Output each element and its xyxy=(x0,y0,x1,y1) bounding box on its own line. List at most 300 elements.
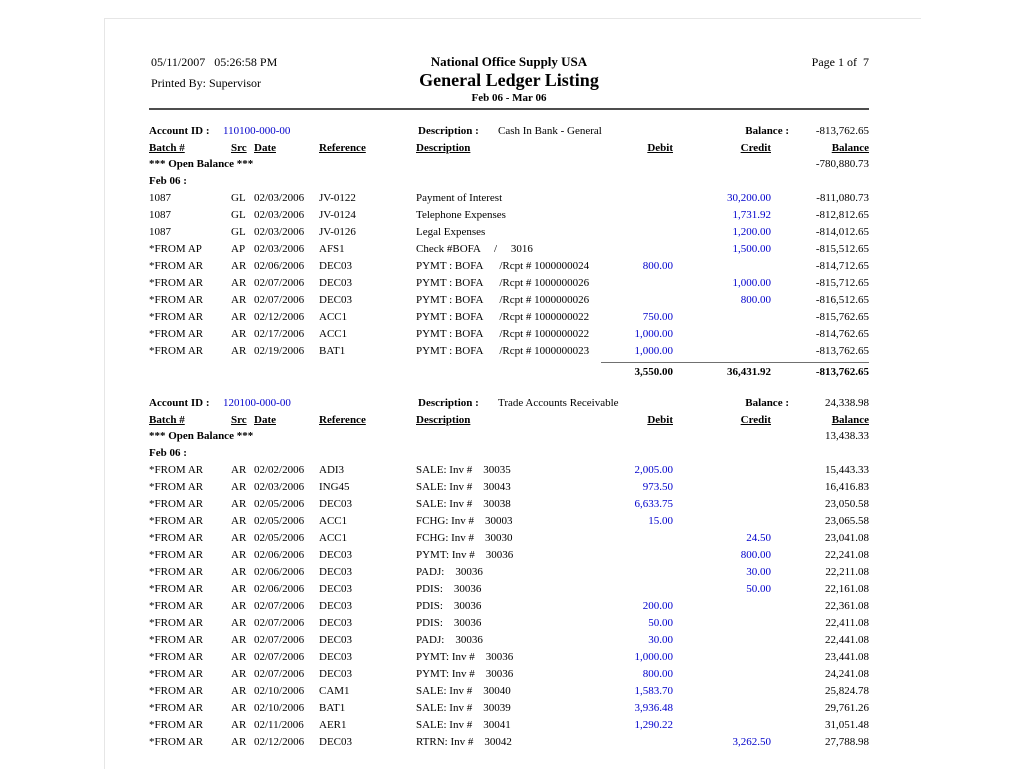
open-balance-label: *** Open Balance *** xyxy=(149,430,254,442)
src-cell: AR xyxy=(231,260,247,272)
ledger-row xyxy=(149,309,869,326)
credit-cell[interactable]: 1,200.00 xyxy=(732,226,771,238)
general-ledger-report xyxy=(149,53,869,751)
credit-cell[interactable]: 30.00 xyxy=(746,566,771,578)
ledger-row xyxy=(149,632,869,649)
debit-cell[interactable]: 1,000.00 xyxy=(634,345,673,357)
balance-cell: 15,443.33 xyxy=(825,464,869,476)
balance-cell: 22,361.08 xyxy=(825,600,869,612)
date-cell: 02/05/2006 xyxy=(254,498,305,510)
description-cell: PYMT: Inv # 30036 xyxy=(416,668,514,680)
header-rule xyxy=(149,108,869,110)
date-cell: 02/07/2006 xyxy=(254,617,305,629)
account-id-label: Account ID : xyxy=(149,125,210,137)
column-header-reference: Reference xyxy=(319,414,366,426)
src-cell: AR xyxy=(231,277,247,289)
column-header-description: Description xyxy=(416,414,471,426)
src-cell: AR xyxy=(231,345,247,357)
credit-cell xyxy=(673,649,771,666)
src-cell: AR xyxy=(231,532,247,544)
reference-cell: ACC1 xyxy=(319,515,348,527)
balance-cell: -814,762.65 xyxy=(815,328,869,340)
ledger-row xyxy=(149,258,869,275)
column-header-date: Date xyxy=(254,414,276,426)
date-cell: 02/07/2006 xyxy=(254,634,305,646)
debit-cell xyxy=(601,547,673,564)
description-cell: RTRN: Inv # 30042 xyxy=(416,736,512,748)
ledger-row xyxy=(149,700,869,717)
reference-cell: DEC03 xyxy=(319,600,352,612)
printed-by: Printed By: Supervisor xyxy=(151,76,261,90)
batch-cell: *FROM AR xyxy=(149,736,204,748)
ledger-row xyxy=(149,717,869,734)
column-header-credit: Credit xyxy=(740,142,771,154)
batch-cell: *FROM AR xyxy=(149,260,204,272)
report-paper xyxy=(104,18,921,769)
ledger-row xyxy=(149,292,869,309)
src-cell: AR xyxy=(231,549,247,561)
balance-cell: 23,441.08 xyxy=(825,651,869,663)
reference-cell: ACC1 xyxy=(319,532,348,544)
batch-cell: 1087 xyxy=(149,192,171,204)
date-cell: 02/06/2006 xyxy=(254,583,305,595)
balance-cell: 23,050.58 xyxy=(825,498,869,510)
totals-balance: -813,762.65 xyxy=(771,362,869,382)
debit-cell[interactable]: 1,290.22 xyxy=(634,719,673,731)
debit-cell[interactable]: 30.00 xyxy=(648,634,673,646)
company-name: National Office Supply USA xyxy=(430,54,588,69)
account-balance: 24,338.98 xyxy=(825,397,869,409)
account-id-link[interactable]: 110100-000-00 xyxy=(223,125,291,137)
reference-cell: DEC03 xyxy=(319,617,352,629)
balance-cell: -815,762.65 xyxy=(815,311,869,323)
reference-cell: DEC03 xyxy=(319,634,352,646)
credit-cell[interactable]: 800.00 xyxy=(740,549,771,561)
debit-cell[interactable]: 200.00 xyxy=(642,600,673,612)
balance-cell: 22,161.08 xyxy=(825,583,869,595)
ledger-row xyxy=(149,343,869,360)
reference-cell: DEC03 xyxy=(319,668,352,680)
reference-cell: BAT1 xyxy=(319,345,346,357)
reference-cell: JV-0126 xyxy=(319,226,356,238)
account-balance: -813,762.65 xyxy=(815,125,869,137)
src-cell: AR xyxy=(231,566,247,578)
ledger-row xyxy=(149,241,869,258)
batch-cell: *FROM AR xyxy=(149,668,204,680)
credit-cell[interactable]: 1,731.92 xyxy=(732,209,771,221)
debit-cell[interactable]: 2,005.00 xyxy=(634,464,673,476)
description-cell: SALE: Inv # 30035 xyxy=(416,464,511,476)
balance-cell: -816,512.65 xyxy=(815,294,869,306)
description-cell: Telephone Expenses xyxy=(416,209,506,221)
description-cell: SALE: Inv # 30038 xyxy=(416,498,511,510)
description-cell: PYMT : BOFA /Rcpt # 1000000024 xyxy=(416,260,590,272)
reference-cell: ACC1 xyxy=(319,328,348,340)
ledger-row xyxy=(149,547,869,564)
debit-cell[interactable]: 15.00 xyxy=(648,515,673,527)
open-balance-value: -780,880.73 xyxy=(815,158,869,170)
ledger-row xyxy=(149,530,869,547)
ledger-row xyxy=(149,615,869,632)
batch-cell: *FROM AR xyxy=(149,515,204,527)
balance-cell: 22,241.08 xyxy=(825,549,869,561)
account-description: Trade Accounts Receivable xyxy=(498,397,619,409)
src-cell: AR xyxy=(231,736,247,748)
src-cell: GL xyxy=(231,209,246,221)
ledger-row xyxy=(149,581,869,598)
reference-cell: DEC03 xyxy=(319,260,352,272)
date-cell: 02/03/2006 xyxy=(254,243,305,255)
description-cell: PYMT: Inv # 30036 xyxy=(416,549,514,561)
credit-cell xyxy=(673,309,771,326)
balance-cell: -815,512.65 xyxy=(815,243,869,255)
reference-cell: JV-0124 xyxy=(319,209,356,221)
date-cell: 02/02/2006 xyxy=(254,464,305,476)
src-cell: AR xyxy=(231,481,247,493)
credit-cell[interactable]: 30,200.00 xyxy=(727,192,771,204)
description-cell: PDIS: 30036 xyxy=(416,617,482,629)
description-cell: Check #BOFA / 3016 xyxy=(416,243,533,255)
src-cell: AR xyxy=(231,583,247,595)
description-label: Description : xyxy=(418,397,479,409)
batch-cell: *FROM AR xyxy=(149,294,204,306)
description-cell: PYMT : BOFA /Rcpt # 1000000026 xyxy=(416,277,590,289)
balance-label: Balance : xyxy=(745,125,789,137)
description-cell: Legal Expenses xyxy=(416,226,486,238)
credit-cell xyxy=(673,683,771,700)
ledger-row xyxy=(149,207,869,224)
description-cell: Payment of Interest xyxy=(416,192,503,204)
description-label: Description : xyxy=(418,125,479,137)
batch-cell: *FROM AR xyxy=(149,566,204,578)
batch-cell: *FROM AR xyxy=(149,464,204,476)
balance-cell: 24,241.08 xyxy=(825,668,869,680)
month-label: Feb 06 : xyxy=(149,175,187,187)
credit-cell xyxy=(673,343,771,360)
batch-cell: *FROM AR xyxy=(149,719,204,731)
src-cell: AR xyxy=(231,668,247,680)
totals-credit: 36,431.92 xyxy=(673,362,771,382)
debit-cell xyxy=(601,564,673,581)
debit-cell[interactable]: 1,000.00 xyxy=(634,651,673,663)
balance-cell: 31,051.48 xyxy=(825,719,869,731)
report-period: Feb 06 - Mar 06 xyxy=(471,92,547,104)
debit-cell xyxy=(601,224,673,241)
src-cell: AR xyxy=(231,651,247,663)
date-cell: 02/07/2006 xyxy=(254,668,305,680)
description-cell: PYMT : BOFA /Rcpt # 1000000022 xyxy=(416,311,590,323)
credit-cell xyxy=(673,666,771,683)
date-cell: 02/03/2006 xyxy=(254,226,305,238)
debit-cell xyxy=(601,275,673,292)
reference-cell: JV-0122 xyxy=(319,192,356,204)
date-cell: 02/05/2006 xyxy=(254,515,305,527)
column-header-reference: Reference xyxy=(319,142,366,154)
credit-cell[interactable]: 50.00 xyxy=(746,583,771,595)
column-header-batch: Batch # xyxy=(149,142,185,154)
description-cell: PYMT : BOFA /Rcpt # 1000000022 xyxy=(416,328,590,340)
reference-cell: CAM1 xyxy=(319,685,350,697)
month-row xyxy=(149,173,869,190)
batch-cell: *FROM AR xyxy=(149,651,204,663)
batch-cell: 1087 xyxy=(149,209,171,221)
balance-cell: -815,712.65 xyxy=(815,277,869,289)
column-header-row xyxy=(149,140,869,156)
credit-cell xyxy=(673,479,771,496)
credit-cell xyxy=(673,326,771,343)
open-balance-row xyxy=(149,428,869,445)
column-header-batch: Batch # xyxy=(149,414,185,426)
credit-cell[interactable]: 800.00 xyxy=(740,294,771,306)
credit-cell[interactable]: 3,262.50 xyxy=(732,736,771,748)
date-cell: 02/10/2006 xyxy=(254,685,305,697)
src-cell: AR xyxy=(231,702,247,714)
report-title: General Ledger Listing xyxy=(419,70,599,90)
date-cell: 02/07/2006 xyxy=(254,600,305,612)
src-cell: AP xyxy=(231,243,246,255)
batch-cell: *FROM AR xyxy=(149,532,204,544)
account-section xyxy=(149,395,869,751)
column-header-credit: Credit xyxy=(740,414,771,426)
date-cell: 02/12/2006 xyxy=(254,311,305,323)
ledger-row xyxy=(149,734,869,751)
column-header-description: Description xyxy=(416,142,471,154)
ledger-row xyxy=(149,649,869,666)
column-header-date: Date xyxy=(254,142,276,154)
balance-label: Balance : xyxy=(745,397,789,409)
batch-cell: *FROM AR xyxy=(149,634,204,646)
batch-cell: *FROM AR xyxy=(149,311,204,323)
credit-cell xyxy=(673,513,771,530)
totals-debit: 3,550.00 xyxy=(601,362,673,382)
debit-cell xyxy=(601,241,673,258)
date-cell: 02/12/2006 xyxy=(254,736,305,748)
column-header-row xyxy=(149,412,869,428)
batch-cell: *FROM AP xyxy=(149,243,202,255)
src-cell: GL xyxy=(231,226,246,238)
account-description: Cash In Bank - General xyxy=(498,125,602,137)
account-id-link[interactable]: 120100-000-00 xyxy=(223,397,291,409)
debit-cell xyxy=(601,190,673,207)
open-balance-row xyxy=(149,156,869,173)
debit-cell[interactable]: 750.00 xyxy=(642,311,673,323)
column-header-debit: Debit xyxy=(647,142,673,154)
credit-cell[interactable]: 1,500.00 xyxy=(732,243,771,255)
date-cell: 02/06/2006 xyxy=(254,260,305,272)
reference-cell: DEC03 xyxy=(319,294,352,306)
reference-cell: ING45 xyxy=(319,481,350,493)
batch-cell: *FROM AR xyxy=(149,549,204,561)
date-cell: 02/06/2006 xyxy=(254,566,305,578)
debit-cell xyxy=(601,207,673,224)
ledger-row xyxy=(149,479,869,496)
debit-cell[interactable]: 800.00 xyxy=(642,668,673,680)
src-cell: AR xyxy=(231,515,247,527)
balance-cell: -814,012.65 xyxy=(815,226,869,238)
totals-row xyxy=(149,362,869,382)
column-header-debit: Debit xyxy=(647,414,673,426)
credit-cell xyxy=(673,615,771,632)
ledger-row xyxy=(149,275,869,292)
src-cell: AR xyxy=(231,719,247,731)
ledger-row xyxy=(149,683,869,700)
date-cell: 02/07/2006 xyxy=(254,277,305,289)
reference-cell: DEC03 xyxy=(319,498,352,510)
balance-cell: 25,824.78 xyxy=(825,685,869,697)
balance-cell: 23,065.58 xyxy=(825,515,869,527)
balance-cell: 22,411.08 xyxy=(825,617,869,629)
src-cell: AR xyxy=(231,464,247,476)
date-cell: 02/07/2006 xyxy=(254,294,305,306)
reference-cell: DEC03 xyxy=(319,549,352,561)
date-cell: 02/07/2006 xyxy=(254,651,305,663)
open-balance-label: *** Open Balance *** xyxy=(149,158,254,170)
batch-cell: *FROM AR xyxy=(149,328,204,340)
column-header-balance: Balance xyxy=(831,142,869,154)
batch-cell: *FROM AR xyxy=(149,617,204,629)
reference-cell: DEC03 xyxy=(319,277,352,289)
date-cell: 02/03/2006 xyxy=(254,192,305,204)
reference-cell: ADI3 xyxy=(319,464,345,476)
date-cell: 02/11/2006 xyxy=(254,719,304,731)
open-balance-value: 13,438.33 xyxy=(825,430,869,442)
balance-cell: -814,712.65 xyxy=(815,260,869,272)
ledger-row xyxy=(149,513,869,530)
credit-cell[interactable]: 24.50 xyxy=(746,532,771,544)
ledger-row xyxy=(149,326,869,343)
description-cell: FCHG: Inv # 30030 xyxy=(416,532,513,544)
accounts-container xyxy=(149,123,869,751)
batch-cell: *FROM AR xyxy=(149,685,204,697)
batch-cell: *FROM AR xyxy=(149,583,204,595)
credit-cell xyxy=(673,258,771,275)
debit-cell xyxy=(601,530,673,547)
reference-cell: AFS1 xyxy=(319,243,345,255)
print-datetime: 05/11/2007 05:26:58 PM xyxy=(151,55,278,69)
date-cell: 02/10/2006 xyxy=(254,702,305,714)
ledger-row xyxy=(149,224,869,241)
date-cell: 02/05/2006 xyxy=(254,532,305,544)
page-indicator: Page 1 of 7 xyxy=(811,55,869,69)
debit-cell[interactable]: 973.50 xyxy=(642,481,673,493)
month-label: Feb 06 : xyxy=(149,447,187,459)
description-cell: SALE: Inv # 30039 xyxy=(416,702,511,714)
month-row xyxy=(149,445,869,462)
reference-cell: DEC03 xyxy=(319,651,352,663)
debit-cell xyxy=(601,734,673,751)
balance-cell: 23,041.08 xyxy=(825,532,869,544)
account-section xyxy=(149,123,869,382)
debit-cell[interactable]: 6,633.75 xyxy=(634,498,673,510)
date-cell: 02/03/2006 xyxy=(254,481,305,493)
src-cell: AR xyxy=(231,294,247,306)
reference-cell: AER1 xyxy=(319,719,347,731)
batch-cell: *FROM AR xyxy=(149,600,204,612)
reference-cell: DEC03 xyxy=(319,583,352,595)
description-cell: FCHG: Inv # 30003 xyxy=(416,515,513,527)
report-header xyxy=(149,53,869,105)
ledger-row xyxy=(149,564,869,581)
date-cell: 02/19/2006 xyxy=(254,345,305,357)
batch-cell: *FROM AR xyxy=(149,277,204,289)
description-cell: PYMT: Inv # 30036 xyxy=(416,651,514,663)
description-cell: PDIS: 30036 xyxy=(416,600,482,612)
credit-cell xyxy=(673,632,771,649)
balance-cell: -813,762.65 xyxy=(815,345,869,357)
src-cell: AR xyxy=(231,311,247,323)
date-cell: 02/03/2006 xyxy=(254,209,305,221)
src-cell: AR xyxy=(231,685,247,697)
balance-cell: -811,080.73 xyxy=(816,192,869,204)
date-cell: 02/17/2006 xyxy=(254,328,305,340)
debit-cell xyxy=(601,292,673,309)
account-header-row xyxy=(149,123,869,139)
account-header-row xyxy=(149,395,869,411)
column-header-balance: Balance xyxy=(831,414,869,426)
description-cell: PADJ: 30036 xyxy=(416,634,483,646)
description-cell: SALE: Inv # 30043 xyxy=(416,481,511,493)
reference-cell: ACC1 xyxy=(319,311,348,323)
balance-cell: 22,441.08 xyxy=(825,634,869,646)
batch-cell: *FROM AR xyxy=(149,481,204,493)
balance-cell: 27,788.98 xyxy=(825,736,869,748)
description-cell: PYMT : BOFA /Rcpt # 1000000026 xyxy=(416,294,590,306)
debit-cell[interactable]: 50.00 xyxy=(648,617,673,629)
credit-cell xyxy=(673,700,771,717)
reference-cell: DEC03 xyxy=(319,736,352,748)
credit-cell xyxy=(673,717,771,734)
ledger-row xyxy=(149,666,869,683)
balance-cell: 22,211.08 xyxy=(825,566,869,578)
ledger-row xyxy=(149,190,869,207)
batch-cell: *FROM AR xyxy=(149,498,204,510)
credit-cell xyxy=(673,598,771,615)
column-header-src: Src xyxy=(231,414,247,426)
reference-cell: DEC03 xyxy=(319,566,352,578)
description-cell: PYMT : BOFA /Rcpt # 1000000023 xyxy=(416,345,590,357)
debit-cell[interactable]: 1,000.00 xyxy=(634,328,673,340)
reference-cell: BAT1 xyxy=(319,702,346,714)
batch-cell: *FROM AR xyxy=(149,345,204,357)
balance-cell: 16,416.83 xyxy=(825,481,869,493)
credit-cell xyxy=(673,462,771,479)
batch-cell: *FROM AR xyxy=(149,702,204,714)
description-cell: SALE: Inv # 30040 xyxy=(416,685,511,697)
src-cell: AR xyxy=(231,634,247,646)
balance-cell: -812,812.65 xyxy=(815,209,869,221)
description-cell: PADJ: 30036 xyxy=(416,566,483,578)
ledger-row xyxy=(149,462,869,479)
ledger-row xyxy=(149,598,869,615)
src-cell: AR xyxy=(231,498,247,510)
credit-cell[interactable]: 1,000.00 xyxy=(732,277,771,289)
date-cell: 02/06/2006 xyxy=(254,549,305,561)
src-cell: AR xyxy=(231,600,247,612)
balance-cell: 29,761.26 xyxy=(825,702,869,714)
batch-cell: 1087 xyxy=(149,226,171,238)
src-cell: AR xyxy=(231,617,247,629)
description-cell: SALE: Inv # 30041 xyxy=(416,719,511,731)
column-header-src: Src xyxy=(231,142,247,154)
debit-cell[interactable]: 3,936.48 xyxy=(634,702,673,714)
debit-cell[interactable]: 800.00 xyxy=(642,260,673,272)
debit-cell[interactable]: 1,583.70 xyxy=(634,685,673,697)
src-cell: AR xyxy=(231,328,247,340)
description-cell: PDIS: 30036 xyxy=(416,583,482,595)
credit-cell xyxy=(673,496,771,513)
account-id-label: Account ID : xyxy=(149,397,210,409)
ledger-row xyxy=(149,496,869,513)
